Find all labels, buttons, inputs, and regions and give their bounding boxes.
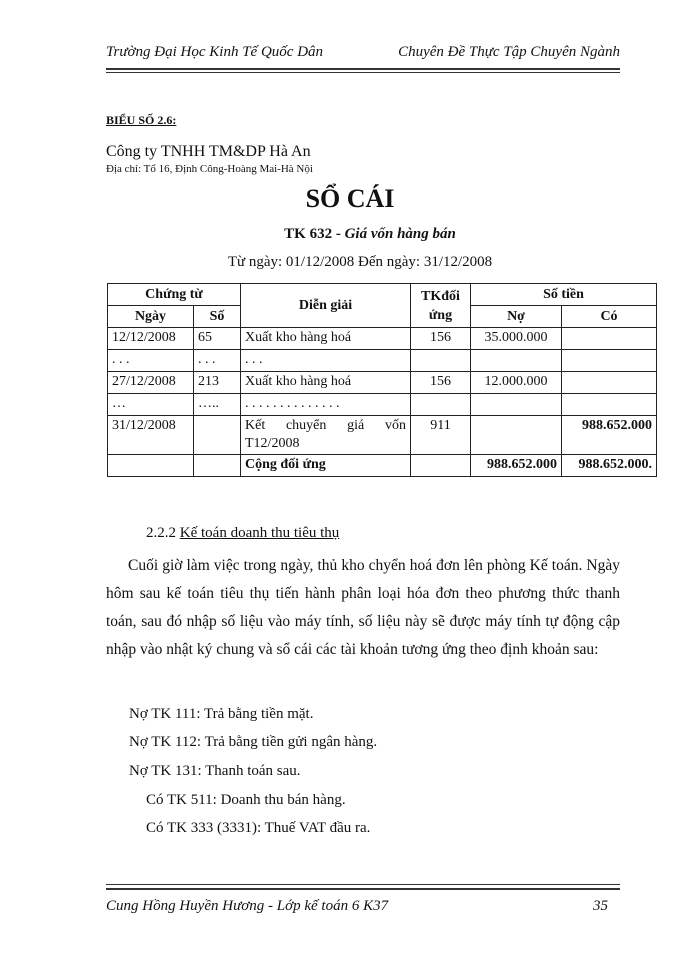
footer-rule <box>106 888 620 890</box>
table-row: 31/12/2008 Kết chuyển giá vốn T12/2008 911 988.652.000 <box>108 416 657 455</box>
entry-line: Nợ TK 131: Thanh toán sau. <box>129 763 301 779</box>
table-header-row <box>108 284 657 306</box>
total-co: 988.652.000. <box>562 455 657 477</box>
header-rule-thin <box>106 72 620 73</box>
account-code: TK 632 - <box>284 226 341 242</box>
header-dien-giai: Diễn giải <box>241 284 411 328</box>
ledger-table <box>107 283 657 477</box>
header-rule <box>106 68 620 70</box>
footer-rule-thin <box>106 884 620 885</box>
entry-line: Nợ TK 112: Trả bằng tiền gửi ngân hàng. <box>129 734 378 750</box>
header-report-type: Chuyên Đề Thực Tập Chuyên Ngành <box>398 44 620 60</box>
table-row: 12/12/2008 65 Xuất kho hàng hoá 156 35.000.000 <box>108 328 657 350</box>
section-heading <box>146 525 339 542</box>
header-chung-tu: Chứng từ <box>108 284 241 306</box>
header-tk-doi-ung: TKđối ứng <box>411 284 471 328</box>
account-title <box>0 226 700 243</box>
page-header <box>106 44 620 66</box>
footer-author: Cung Hồng Huyền Hương - Lớp kế toán 6 K37 <box>106 898 389 914</box>
table-row: . . . . . . . . . <box>108 350 657 372</box>
table-row: … ….. . . . . . . . . . . . . . . <box>108 394 657 416</box>
ledger-title: SỔ CÁI <box>305 184 395 213</box>
entry-line: Có TK 511: Doanh thu bán hàng. <box>146 792 346 808</box>
header-ngay: Ngày <box>108 306 194 328</box>
company-address: Địa chỉ: Tổ 16, Định Công-Hoàng Mai-Hà Nội <box>106 163 313 175</box>
table-total-row <box>108 455 657 477</box>
body-paragraph: Cuối giờ làm việc trong ngày, thủ kho chyển hoá đơn lên phòng Kế toán. Ngày hôm sau kế toán tiêu thụ tiến hành phân loại hóa đơn theo phương thức thanh toán, sau đó nhập số liệu vào máy tính, số liệu này sẽ được máy tính tự động cập nhập vào nhật ký chung và sổ cái các tài khoản tương ứng theo định khoản sau: <box>106 557 620 658</box>
table-caption: BIỂU SỐ 2.6: <box>106 113 177 127</box>
table-row: 27/12/2008 213 Xuất kho hàng hoá 156 12.000.000 <box>108 372 657 394</box>
page-number: 35 <box>593 898 608 914</box>
header-university: Trường Đại Học Kinh Tế Quốc Dân <box>106 44 324 60</box>
section-number: 2.2.2 <box>146 525 176 541</box>
header-so-tien: Số tiền <box>471 284 657 306</box>
date-range: Từ ngày: 01/12/2008 Đến ngày: 31/12/2008 <box>227 254 493 270</box>
company-name: Công ty TNHH TM&DP Hà An <box>106 143 311 160</box>
header-so: Số <box>194 306 241 328</box>
section-title: Kế toán doanh thu tiêu thụ <box>179 525 340 541</box>
cell-dien-giai-multiline: Kết chuyển giá vốn T12/2008 <box>241 416 411 455</box>
entry-line: Có TK 333 (3331): Thuế VAT đầu ra. <box>146 820 371 836</box>
entry-line: Nợ TK 111: Trả bằng tiền mặt. <box>129 706 314 722</box>
total-no: 988.652.000 <box>471 455 562 477</box>
header-co: Có <box>562 306 657 328</box>
total-label: Cộng đối ứng <box>241 455 411 477</box>
header-no: Nợ <box>471 306 562 328</box>
account-name: Giá vốn hàng bán <box>344 226 456 242</box>
